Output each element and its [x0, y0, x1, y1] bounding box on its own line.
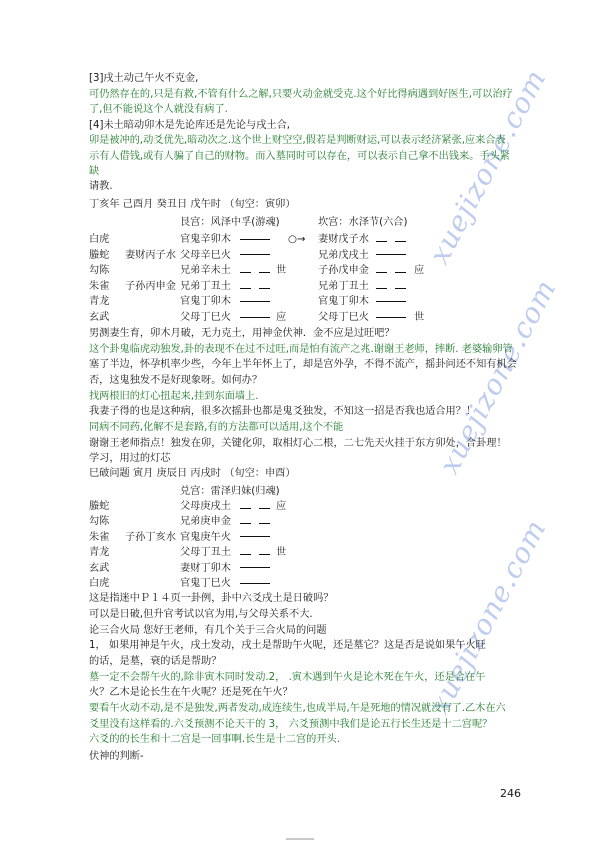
line-symbol: [236, 295, 274, 308]
main-line-label: 父母丁丑土: [180, 547, 231, 559]
text-line: 这是指迷中Ｐ１４页一卦例，卦中六爻戌土是日破吗？: [89, 593, 334, 604]
hexagram-line: [240, 515, 270, 528]
text-line: 这个卦鬼临虎动独发,卦的表现不在过不过旺,而是怕有流产之兆.谢谢王老师，摔断. 老婆输卵管: [89, 344, 513, 355]
text-line: 缺: [89, 166, 100, 177]
text-line: 爻里没有这样看的.六爻预测不论天干的 3， 六爻预测中我们是论五行长生还是十二宫呢？: [89, 719, 493, 730]
hexagram-line: [376, 317, 406, 318]
hexagram-line: [376, 280, 406, 293]
line-symbol: [236, 311, 274, 324]
text-line: 示有人借钱,或有人骗了自己的财物。而入墓同时可以存在，可以表示自己拿不出钱来。手头紧: [89, 151, 510, 162]
hexagram-line: [376, 233, 406, 246]
changed-line-label: 父母丁巳火: [318, 312, 369, 323]
six-god-label: 青龙: [89, 547, 110, 559]
line-symbol: [372, 264, 410, 278]
hexagram-line: [240, 239, 270, 240]
hexagram-line: [240, 536, 270, 537]
main-line-label: 兄弟辛未土: [180, 265, 231, 277]
text-line: 塞了半边，怀孕机率少些，今年上半年怀上了，却是宫外孕，不得不流产，摇卦问还不知有机会: [89, 359, 517, 370]
hidden-line-label: 子孙丙申金: [125, 280, 176, 292]
hexagram-line: [240, 254, 270, 255]
line-symbol: [236, 515, 274, 529]
text-line: 1， 如果用神是午火，戌土发动，戌土是帮助午火呢，还是墓它？这是否是说如果午火旺: [89, 640, 486, 651]
six-god-label: 白虎: [89, 234, 110, 245]
main-line-label: 父母庚戌土: [180, 501, 231, 512]
hexagram-right-title: 坎宫：水泽节(六合): [318, 217, 408, 228]
text-line: 火？乙木是论长生在午火呢？还是死在午火？: [89, 687, 293, 698]
main-line-label: 父母丁巳火: [180, 312, 231, 323]
line-symbol: [372, 295, 410, 308]
six-god-label: 玄武: [89, 312, 110, 323]
hexagram-title: 兑宫：雷泽归妹(归魂): [180, 486, 280, 497]
line-symbol: [236, 577, 274, 590]
six-god-label: 朱雀: [89, 531, 110, 543]
hexagram-left-title: 艮宫：风泽中孚(游魂): [180, 217, 280, 228]
footer-rule: [286, 838, 314, 840]
line-symbol: [372, 233, 410, 247]
line-marker: 应: [276, 312, 287, 323]
hexagram-line: [240, 280, 270, 293]
line-symbol: [236, 500, 274, 514]
text-line: 巳破问题 寅月 庚辰日 丙戌时 （旬空：申酉）: [89, 468, 296, 479]
text-line: 学习，用过的灯芯: [89, 453, 171, 464]
watermark-3: xuejizone.com: [422, 513, 553, 720]
text-line: 卯是被冲的,动爻优先,暗动次之.这个世上财空空,假若是判断财运,可以表示经济紧张,应来合表: [89, 135, 506, 146]
six-god-label: 朱雀: [89, 280, 110, 292]
text-line: 墓一定不会帮午火的,除非寅木同时发动.2， .寅木遇到午火是论木死在午火，还是合在午: [89, 672, 486, 683]
hidden-line-label: 子孙丁亥水: [125, 531, 176, 543]
main-line-label: 官鬼丁卯木: [180, 296, 231, 308]
line-symbol: [372, 249, 410, 262]
line-marker: 世: [276, 265, 287, 277]
hexagram-line: [240, 500, 270, 513]
text-line: 男测妻生育，卯木月破，无力克土，用神金伏神．金不应是过旺吧？: [89, 328, 395, 339]
main-line-label: 官鬼辛卯木: [180, 234, 231, 245]
text-line: [3]戌土动己午火不克金,: [89, 73, 199, 84]
line-symbol: [372, 311, 410, 324]
text-line: 请教.: [89, 181, 113, 192]
line-symbol: [236, 249, 274, 262]
line-marker: 世: [414, 312, 425, 323]
text-line: 伏神的判断-: [89, 751, 144, 762]
changed-line-label: 子孙戊申金: [318, 265, 369, 277]
text-line: 同病不同药,化解不是套路,有的方法都可以适用,这个不能: [89, 422, 344, 433]
line-symbol: [372, 280, 410, 294]
text-line: 谢谢王老师指点！独发在卯，关键化卯，取相灯心二根，二七先天火挂于东方卯处，合卦理！: [89, 438, 507, 449]
hexagram-line: [240, 546, 270, 559]
text-line: 可仍然存在的,只是有救,不管有什么之解,只要火动金就受克.这个好比得病遇到好医生,可以治疗: [89, 89, 513, 100]
six-god-label: 勾陈: [89, 516, 110, 528]
hidden-line-label: 妻财丙子水: [125, 249, 176, 261]
six-god-label: 青龙: [89, 296, 110, 308]
line-symbol: [236, 233, 274, 246]
main-line-label: 兄弟丁丑土: [180, 280, 231, 292]
text-line: 可以是日破,但升官考试以官为用,与父母关系不大.: [89, 609, 313, 620]
text-line: [4]未土暗动卯木是先论库还是先论与戌土合,: [89, 120, 291, 131]
changed-line-label: 官鬼丁卯木: [318, 296, 369, 308]
text-line: 要看午火动不动,是不是独发,两者发动,成连续生,也成半局,午是死地的情况就没有了.乙木在六: [89, 703, 506, 714]
main-line-label: 妻财丁卯木: [180, 562, 231, 574]
six-god-label: 螣蛇: [89, 501, 110, 512]
text-line: 论三合火局 您好王老师，有几个关于三合火局的问题: [89, 625, 327, 636]
hexagram-line: [240, 301, 270, 302]
line-symbol: [236, 562, 274, 575]
page-number: 246: [500, 787, 521, 800]
text-line: 找两根旧的灯心扭起来,挂到东面墙上.: [89, 391, 259, 402]
hexagram-line: [240, 583, 270, 584]
text-line: 了,但不能说这个人就没有病了.: [89, 104, 228, 115]
line-symbol: [236, 546, 274, 560]
main-line-label: 官鬼丁巳火: [180, 578, 231, 589]
hexagram-line: [376, 254, 406, 255]
hexagram-line: [376, 301, 406, 302]
hexagram-line: [376, 264, 406, 277]
text-line: 我妻子得的也是这种病，很多次摇卦也都是鬼爻独发，不知这一招是否我也适合用？！: [89, 406, 477, 417]
line-marker: 应: [414, 265, 425, 277]
hexagram-line: [240, 317, 270, 318]
text-line: 的话，是墓，衰的话是帮助？: [89, 656, 222, 667]
line-symbol: [236, 531, 274, 544]
six-god-label: 勾陈: [89, 265, 110, 277]
main-line-label: 父母辛巳火: [180, 249, 231, 261]
line-marker: 应: [276, 501, 287, 512]
changed-line-label: 兄弟戊戌土: [318, 249, 369, 261]
line-marker: 世: [276, 547, 287, 559]
hexagram-line: [240, 567, 270, 568]
six-god-label: 玄武: [89, 562, 110, 574]
changed-line-label: 兄弟丁丑土: [318, 280, 369, 292]
line-symbol: [236, 264, 274, 278]
changed-line-label: 妻财戊子水: [318, 234, 369, 245]
six-god-label: 白虎: [89, 578, 110, 589]
hexagram-line: [240, 264, 270, 277]
line-symbol: [236, 280, 274, 294]
moving-line-marker: ○→: [288, 234, 306, 245]
text-line: 六爻的的长生和十二宫是一回事啊.长生是十二宫的开头.: [89, 734, 340, 745]
watermark-1: xuejizone.com: [422, 63, 553, 270]
watermark-2: xuejizone.com: [432, 273, 563, 480]
text-line: 丁亥年 己酉月 癸丑日 戊午时 （旬空：寅卯）: [89, 199, 296, 210]
main-line-label: 官鬼庚午火: [180, 531, 231, 543]
six-god-label: 螣蛇: [89, 249, 110, 261]
text-line: 否，这鬼独发不是好现象呀。如何办？: [89, 375, 263, 386]
main-line-label: 兄弟庚申金: [180, 516, 231, 528]
